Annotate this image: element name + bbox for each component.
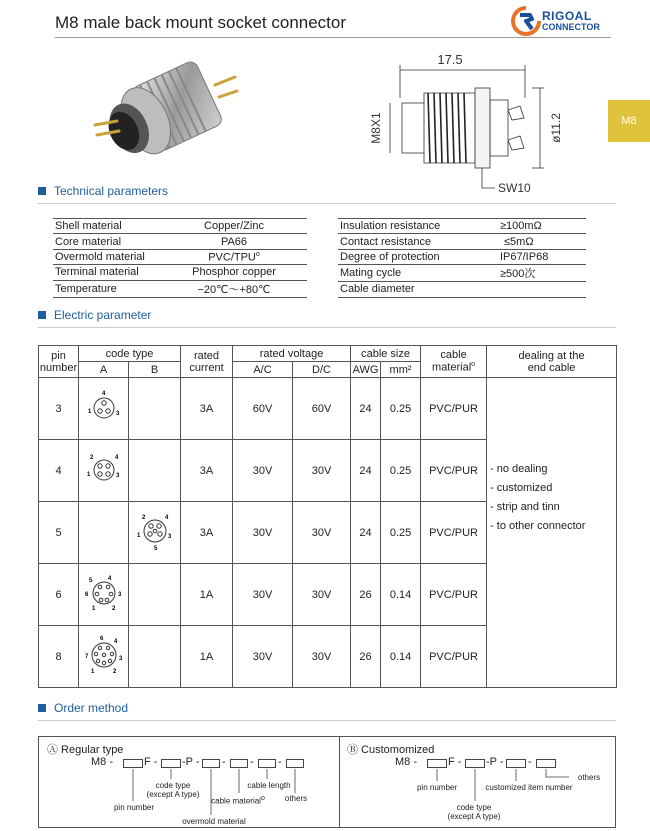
table-row: Contact resistance ≤5mΩ [338, 234, 586, 249]
logo-text-rigoal: RIGOAL [542, 9, 592, 23]
regular-label-others: others [284, 794, 308, 803]
table-header-row: pin number code type rated current rated voltage cable size cable material$^o$ dealing at the end cable [39, 346, 617, 362]
svg-text:3: 3 [118, 656, 122, 662]
svg-text:5: 5 [153, 546, 157, 552]
technical-table-right [338, 218, 586, 298]
dim-wrench: SW10 [498, 181, 531, 195]
svg-text:3: 3 [167, 534, 171, 540]
company-logo [510, 5, 620, 37]
side-tab-m8[interactable]: M8 [608, 100, 650, 142]
dim-length: 17.5 [437, 52, 463, 67]
pin-layout-8-icon [82, 633, 126, 677]
technical-divider [38, 203, 616, 204]
svg-text:4: 4 [164, 515, 168, 521]
table-row: 6 5 4 6 3 1 2 1A 30V 30V 26 0.14 PVC/PUR [39, 564, 617, 626]
connector-photo [85, 55, 245, 170]
bullet-square-icon [38, 311, 46, 319]
dealing-options: - no dealing - customized - strip and tinn - to other connector [487, 378, 617, 688]
svg-text:1: 1 [86, 472, 90, 478]
table-header-row: A B A/C D/C AWG mm² [39, 362, 617, 378]
regular-prefix: M8 - [91, 756, 113, 768]
title-divider [55, 37, 611, 38]
logo-text-connector: CONNECTOR [542, 22, 600, 32]
table-row: 8 6 4 7 3 1 2 1A 30V 30V 26 0.14 PVC/PUR [39, 626, 617, 688]
svg-text:4: 4 [113, 639, 117, 645]
regular-label-cable-length: cable length [247, 781, 291, 790]
svg-text:1: 1 [87, 409, 91, 415]
regular-type-title: Ⓐ Regular type [47, 744, 124, 756]
table-row: Temperature −20℃～+80℃ [53, 280, 307, 297]
custom-prefix: M8 - [395, 756, 417, 768]
electric-table [38, 345, 617, 688]
svg-text:3: 3 [115, 473, 119, 479]
svg-text:1: 1 [90, 669, 94, 675]
svg-text:6: 6 [84, 592, 88, 598]
svg-text:1: 1 [136, 533, 140, 539]
table-row: Core material PA66 [53, 234, 307, 249]
svg-text:4: 4 [101, 391, 105, 397]
custom-label-others: others [577, 773, 601, 782]
svg-text:2: 2 [89, 455, 93, 461]
dimension-drawing [360, 48, 590, 198]
table-row: 5 2 4 1 3 5 3A 30V 30V 24 0.25 PVC/PUR [39, 502, 617, 564]
bullet-square-icon [38, 704, 46, 712]
pin-layout-5-icon [134, 510, 176, 552]
electric-divider [38, 327, 616, 328]
regular-label-overmold: overmold material [182, 817, 246, 826]
pin-layout-4-icon [84, 449, 124, 489]
page-title: M8 male back mount socket connector [55, 13, 347, 32]
svg-text:4: 4 [114, 455, 118, 461]
technical-heading: Technical parameters [38, 184, 168, 198]
table-row: 4 2 4 1 3 3A 30V 30V 24 0.25 PVC/PUR [39, 440, 617, 502]
logo-mark-icon [510, 5, 542, 37]
order-heading: Order method [38, 701, 128, 715]
technical-table-left [53, 218, 307, 298]
svg-text:3: 3 [117, 592, 121, 598]
svg-text:2: 2 [141, 515, 145, 521]
table-row: Shell material Copper/Zinc [53, 219, 307, 234]
svg-text:5: 5 [88, 578, 92, 584]
electric-heading: Electric parameter [38, 308, 151, 322]
order-method-box: Ⓐ Regular type M8 - F - -P - - - - code type (except A type) pin number overmold material cable material$^o$ cable length others Ⓑ Customomized M8 - F - -P - - pin number customized item number others code type (except A type) [38, 736, 616, 828]
table-row: Cable diameter [338, 282, 586, 297]
regular-label-cable-material: cable material$^o$ [211, 795, 265, 806]
table-row: Degree of protection IP67/IP68 [338, 249, 586, 264]
table-row: Overmold material PVC/TPU$^o$ [53, 249, 307, 264]
dim-thread: M8X1 [369, 112, 383, 144]
dim-diameter: ø11.2 [549, 113, 563, 143]
svg-text:7: 7 [84, 654, 88, 660]
order-divider [38, 720, 616, 721]
svg-text:6: 6 [99, 636, 103, 642]
custom-label-item-number: customized item number [485, 783, 573, 792]
custom-label-pin-number: pin number [416, 783, 458, 792]
table-row: Mating cycle ≥500次 [338, 265, 586, 282]
bullet-square-icon [38, 187, 46, 195]
custom-label-code-type: code type (except A type) [447, 803, 501, 821]
svg-text:1: 1 [91, 606, 95, 612]
table-row: 3 1 4 3 3A 60V 60V 24 0.25 PVC/PUR - no dealing - customized - strip and tinn - to other connector [39, 378, 617, 440]
table-row: Terminal material Phosphor copper [53, 265, 307, 280]
regular-label-pin-number: pin number [113, 803, 155, 812]
svg-text:4: 4 [107, 576, 111, 582]
svg-text:3: 3 [115, 411, 119, 417]
pin-layout-6-icon [83, 572, 125, 614]
regular-label-code-type: code type (except A type) [146, 781, 200, 799]
table-row: Insulation resistance ≥100mΩ [338, 219, 586, 234]
custom-type-title: Ⓑ Customomized [347, 744, 435, 756]
pin-layout-3-icon [84, 387, 124, 427]
svg-text:2: 2 [112, 669, 116, 675]
svg-text:2: 2 [111, 606, 115, 612]
